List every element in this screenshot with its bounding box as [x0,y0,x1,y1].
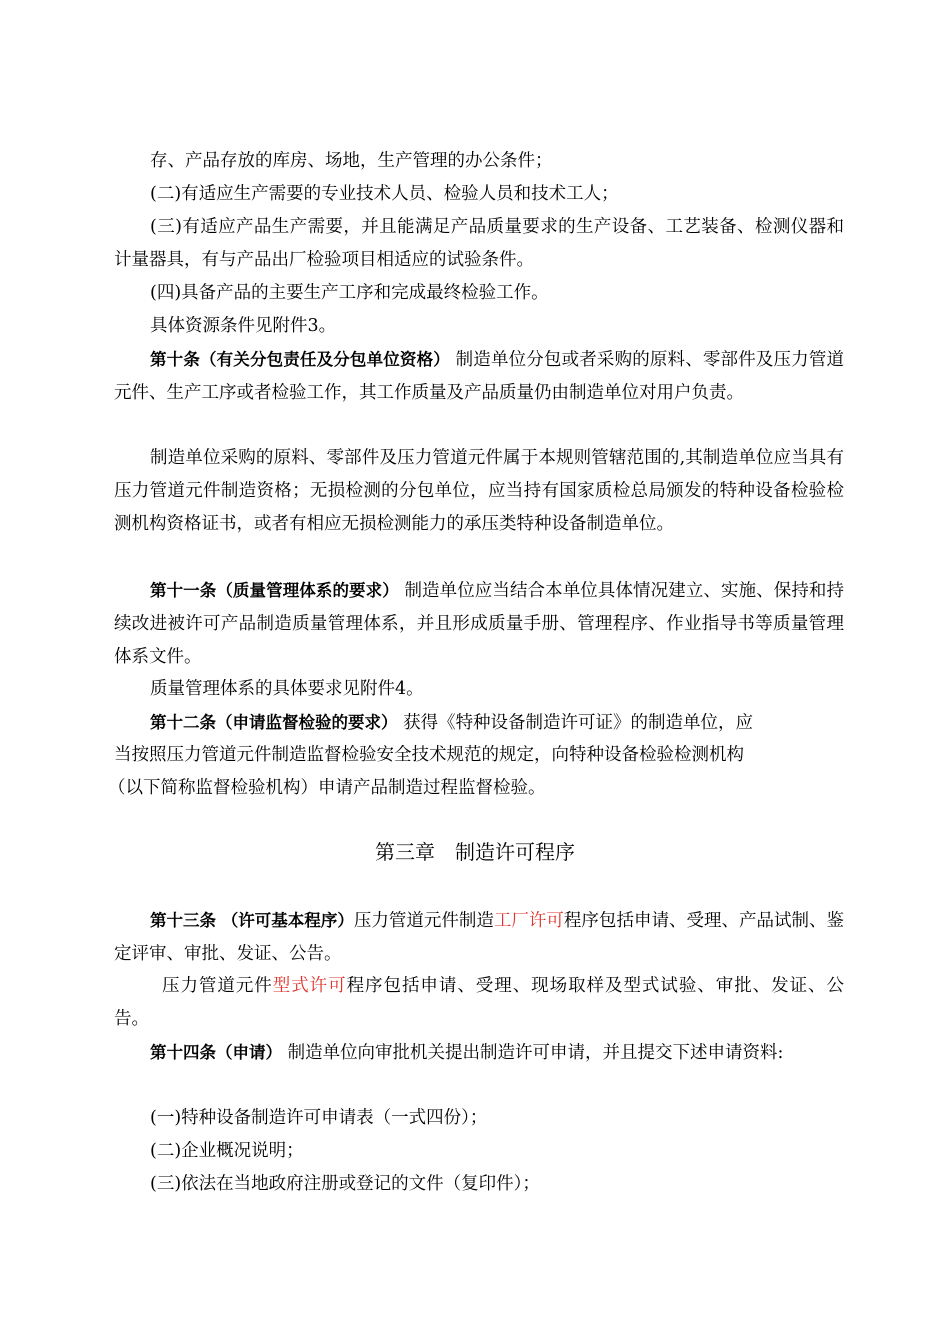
type-approval-text-b: 程序包括申请、受理、现场取样及型式试验、审批、发证、公告。 [114,976,845,1029]
article-13-highlight: 工厂许可 [493,911,564,931]
list-item-2: (二)有适应生产需要的专业技术人员、检验人员和技术工人； [150,184,619,204]
article-14-title: 第十四条（申请） [150,1043,282,1062]
article-10-body: 制造单位分包或者采购的原料、零部件及压力管道元件、生产工序或者检验工作，其工作质量及产品质量仍由制造单位对用户负责。 [114,350,845,403]
article-12 [114,706,844,740]
article-11-body: 制造单位应当结合本单位具体情况建立、实施、保持和持续改进被许可产品制造质量管理体系，并且形成质量手册、管理程序、作业指导书等质量管理体系文件。 [114,581,845,667]
type-approval-highlight: 型式许可 [272,976,347,996]
article-12-body: 获得《特种设备制造许可证》的制造单位，应 [397,713,754,733]
paragraph-annex4: 质量管理体系的具体要求见附件4。 [150,679,424,699]
list-item-3: (三)有适应产品生产需要，并且能满足产品质量要求的生产设备、工艺装备、检测仪器和计量器具，有与产品出厂检验项目相适应的试验条件。 [114,217,844,270]
list-item-a3: (三)依法在当地政府注册或登记的文件（复印件）； [150,1174,540,1194]
article-11-title: 第十一条（质量管理体系的要求） [150,581,399,600]
paragraph-resources-cont: 存、产品存放的库房、场地，生产管理的办公条件； [150,151,553,171]
article-12-line-2: 当按照压力管道元件制造监督检验安全技术规范的规定，向特种设备检验检测机构 [114,745,744,765]
chapter-title: 第三章 制造许可程序 [375,840,575,864]
type-approval-text-a: 压力管道元件 [162,976,273,996]
list-item-a1: (一)特种设备制造许可申请表（一式四份）； [150,1108,488,1128]
article-14 [114,1036,844,1070]
article-10-title: 第十条（有关分包责任及分包单位资格） [150,350,450,369]
article-13-title: 第十三条 （许可基本程序） [150,911,354,930]
article-10 [114,343,844,410]
article-13-text-b: 程序包括申请、受理、产品试制、鉴定评审、审批、发证、公告。 [114,911,845,964]
list-item-a2: (二)企业概况说明； [150,1141,304,1161]
article-13 [114,904,844,971]
paragraph-procurement: 制造单位采购的原料、零部件及压力管道元件属于本规则管辖范围的,其制造单位应当具有压力管道元件制造资格；无损检测的分包单位，应当持有国家质检总局颁发的特种设备检验检测机构资格证书，或者有相应无损检测能力的承压类特种设备制造单位。 [114,448,844,534]
list-item-4: (四)具备产品的主要生产工序和完成最终检验工作。 [150,283,549,303]
article-12-title: 第十二条（申请监督检验的要求） [150,713,398,732]
article-11 [114,574,844,674]
article-13-text-a: 压力管道元件制造 [353,911,494,931]
paragraph-type-approval [114,970,844,1036]
paragraph-annex3: 具体资源条件见附件3。 [150,316,337,336]
article-14-body: 制造单位向审批机关提出制造许可申请，并且提交下述申请资料: [282,1043,784,1063]
article-12-line-3: （以下简称监督检验机构）申请产品制造过程监督检验。 [108,778,546,798]
